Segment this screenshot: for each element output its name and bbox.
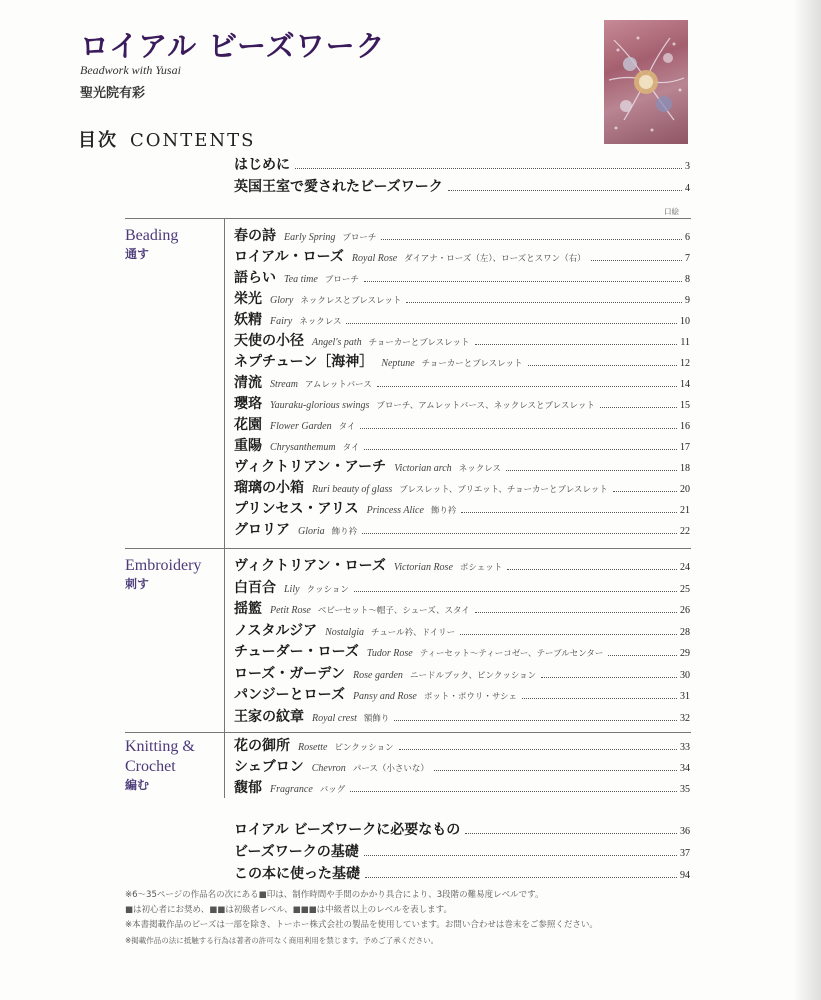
toc-entry-title: 白百合	[234, 579, 276, 596]
toc-page-number: 11	[680, 337, 690, 348]
leader-dots	[399, 749, 677, 750]
toc-entry	[234, 756, 690, 776]
toc-entry-title: プリンセス・アリス	[234, 501, 359, 517]
toc-entry-title: ヴィクトリアン・ローズ	[234, 558, 386, 574]
leader-dots	[365, 877, 677, 878]
toc-entry-appendix	[234, 841, 690, 861]
section-divider	[125, 218, 691, 219]
toc-entry-title: 春の詩	[234, 228, 276, 244]
toc-entry-title: 妖精	[234, 312, 262, 328]
toc-page-number: 10	[680, 316, 690, 327]
toc-page-number: 22	[680, 526, 690, 537]
footnote: ※本書掲載作品のビーズは一部を除き、トーホー株式会社の製品を使用しています。お問い合わせは巻末をご参照ください。	[125, 920, 598, 930]
toc-entry-description: ニードルブック、ピンクッション	[409, 670, 537, 681]
toc-entry-appendix	[234, 863, 690, 883]
toc-page-number: 12	[680, 358, 690, 369]
toc-entry-title: この本に使った基礎	[234, 866, 360, 882]
contents-heading-en: CONTENTS	[130, 130, 256, 151]
contents-heading-jp: 目次	[78, 130, 118, 151]
leader-dots	[613, 491, 677, 492]
toc-entry-english: Rose garden	[353, 669, 403, 681]
leader-dots	[608, 655, 677, 656]
toc-entry	[234, 663, 690, 683]
toc-entry	[234, 620, 690, 640]
toc-entry	[234, 555, 690, 575]
toc-entry	[234, 246, 690, 266]
toc-entry-english: Chrysanthemum	[270, 442, 336, 453]
section-vertical-rule	[224, 218, 225, 732]
leader-dots	[362, 533, 677, 534]
footnote: ※6～35ページの作品名の次にある■印は、制作時間や手間のかかり具合により、3段階の難易度レベルです。	[125, 890, 544, 900]
toc-entry-title: 瓔珞	[234, 396, 262, 412]
toc-entry	[234, 393, 690, 413]
toc-entry-description: ネックレスとブレスレット	[300, 296, 402, 306]
footnote: ■は初心者にお奨め、■■は初級者レベル、■■■は中級者以上のレベルを表します。	[125, 905, 452, 915]
toc-entry	[234, 414, 690, 434]
toc-entry	[234, 477, 690, 497]
toc-entry	[234, 456, 690, 476]
toc-entry-intro	[234, 154, 690, 174]
toc-entry-english: Princess Alice	[366, 505, 424, 516]
toc-entry-intro	[234, 176, 690, 196]
contents-heading	[78, 126, 256, 152]
toc-entry-english: Tudor Rose	[366, 648, 413, 659]
section-divider	[125, 732, 691, 733]
toc-entry-english: Fairy	[270, 316, 293, 327]
toc-entry-title: ローズ・ガーデン	[234, 665, 346, 682]
toc-entry	[234, 267, 690, 287]
toc-page-number: 3	[685, 161, 690, 172]
section-label-knitting	[125, 737, 195, 793]
toc-page-number: 37	[680, 848, 690, 859]
toc-entry-description: 飾り衿	[430, 506, 457, 516]
leader-dots	[364, 449, 677, 450]
toc-entry-english: Stream	[270, 379, 298, 390]
toc-page-number: 25	[680, 583, 690, 595]
toc-page-number: 15	[680, 400, 690, 411]
toc-entry	[234, 288, 690, 308]
leader-dots	[591, 260, 682, 261]
section-label-en-line2: Crochet	[125, 758, 176, 775]
leader-dots	[346, 323, 677, 324]
toc-entry	[234, 498, 690, 518]
toc-entry-title: 揺籃	[234, 601, 262, 617]
toc-entry-english: Ruri beauty of glass	[312, 484, 393, 495]
leader-dots	[507, 569, 677, 570]
toc-entry-english: Flower Garden	[270, 421, 332, 432]
toc-entry-title: 花園	[234, 417, 262, 433]
toc-entry-english: Royal crest	[312, 712, 357, 724]
toc-page-number: 16	[680, 421, 690, 432]
toc-entry-english: Victorian Rose	[393, 562, 453, 573]
toc-page-number: 26	[680, 605, 690, 616]
leader-dots	[600, 407, 677, 408]
toc-entry-english: Victorian arch	[394, 463, 452, 474]
toc-entry-description: ブローチ、アムレットバース、ネックレスとブレスレット	[376, 401, 595, 411]
toc-entry-english: Tea time	[284, 274, 318, 285]
leader-dots	[360, 428, 677, 429]
toc-entry-description: ブレスレット、ブリエット、チョーカーとブレスレット	[399, 485, 608, 495]
toc-entry-description: タイ	[342, 443, 360, 453]
toc-entry-english: Pansy and Rose	[352, 691, 417, 702]
toc-page-number: 9	[685, 295, 690, 306]
toc-entry-english: Rosette	[298, 742, 328, 753]
toc-entry-description: ダイアナ・ローズ（左）、ローズとスワン（右）	[404, 254, 586, 264]
toc-entry-title: 花の御所	[234, 738, 290, 754]
toc-entry-title: 英国王室で愛されたビーズワーク	[234, 179, 443, 195]
toc-entry-title: パンジーとローズ	[234, 687, 345, 703]
toc-entry-description: ブローチ	[342, 233, 377, 243]
toc-entry	[234, 351, 690, 371]
leader-dots	[475, 612, 677, 613]
section-divider	[125, 548, 691, 549]
book-author: 聖光院有彩	[80, 86, 146, 101]
toc-page-number: 34	[680, 763, 690, 774]
toc-page-number: 6	[685, 232, 690, 243]
section-label-embroidery	[125, 556, 201, 592]
toc-page-number: 30	[680, 669, 690, 681]
toc-entry-english: Early Spring	[284, 232, 336, 243]
toc-entry-title: ネプチューン［海神］	[234, 354, 374, 370]
toc-entry	[234, 641, 690, 661]
kuchie-label: 口絵	[664, 207, 679, 216]
toc-page-number: 29	[680, 648, 690, 659]
toc-entry-english: Neptune	[381, 358, 415, 369]
toc-entry-description: アムレットバース	[304, 380, 372, 390]
toc-page-number: 35	[680, 784, 690, 795]
toc-entry	[234, 309, 690, 329]
beadwork-photo	[604, 20, 688, 144]
toc-page-number: 94	[680, 870, 690, 881]
leader-dots	[461, 512, 677, 513]
leader-dots	[528, 365, 677, 366]
section-label-jp: 編む	[125, 778, 150, 792]
section-label-jp: 刺す	[125, 577, 150, 591]
leader-dots	[350, 791, 677, 792]
leader-dots	[465, 833, 677, 834]
toc-page-number: 14	[680, 379, 690, 390]
toc-entry-title: 馥郁	[234, 780, 262, 796]
toc-page-number: 17	[680, 442, 690, 453]
leader-dots	[354, 591, 677, 592]
toc-entry-description: チョーカーとブレスレット	[368, 338, 470, 348]
toc-entry	[234, 735, 690, 755]
toc-entry	[234, 777, 690, 797]
toc-page-number: 31	[680, 691, 690, 702]
toc-entry-description: バッグ	[319, 785, 346, 795]
toc-entry	[234, 372, 690, 392]
toc-page-number: 28	[680, 626, 690, 638]
section-label-en: Embroidery	[125, 557, 202, 574]
leader-dots	[522, 698, 677, 699]
toc-entry	[234, 435, 690, 455]
section-label-jp: 通す	[125, 247, 150, 261]
toc-entry	[234, 519, 690, 539]
leader-dots	[364, 281, 682, 282]
toc-entry-title: 語らい	[234, 270, 276, 286]
toc-entry	[234, 225, 690, 245]
toc-entry-description: パース（小さいな）	[352, 764, 429, 774]
toc-entry-title: 瑠璃の小箱	[234, 480, 304, 496]
footnotes	[125, 888, 725, 948]
toc-entry-description: チュール衿、ドイリー	[371, 627, 456, 638]
leader-dots	[394, 720, 677, 721]
toc-entry-english: Gloria	[298, 526, 325, 537]
toc-entry-english: Lily	[284, 583, 300, 595]
toc-entry	[234, 577, 690, 597]
toc-entry-english: Yauraku-glorious swings	[270, 400, 370, 411]
toc-entry-title: ロイアル ビーズワークに必要なもの	[234, 822, 461, 838]
toc-entry-english: Glory	[270, 295, 294, 306]
toc-page-number: 18	[680, 463, 690, 474]
leader-dots	[448, 190, 682, 191]
toc-entry-title: シェブロン	[234, 759, 304, 775]
toc-entry-description: クッション	[306, 584, 349, 595]
toc-entry	[234, 598, 690, 618]
toc-page-number: 32	[680, 712, 690, 724]
toc-entry-title: ロイアル・ローズ	[234, 249, 344, 265]
toc-entry-english: Chevron	[311, 763, 346, 774]
leader-dots	[377, 386, 677, 387]
toc-entry	[234, 706, 690, 726]
toc-page-number: 4	[685, 183, 690, 194]
toc-entry-description: ポット・ポウリ・サシェ	[423, 692, 518, 702]
toc-entry-title: チューダー・ローズ	[234, 644, 359, 660]
page-edge-shadow	[793, 0, 821, 1000]
toc-entry	[234, 684, 690, 704]
leader-dots	[295, 168, 682, 169]
toc-entry-title: 天使の小径	[234, 333, 304, 349]
toc-entry-description: ネックレス	[299, 317, 342, 327]
toc-entry-description: ネックレス	[458, 464, 501, 474]
book-title: ロイアル ビーズワーク	[80, 29, 386, 63]
leader-dots	[406, 302, 682, 303]
section-vertical-rule	[224, 732, 225, 798]
toc-entry-title: 清流	[234, 375, 262, 391]
section-label-en-line1: Knitting &	[125, 738, 195, 755]
toc-entry-description: チョーカーとブレスレット	[421, 359, 523, 369]
leader-dots	[475, 344, 678, 345]
toc-page-number: 33	[680, 742, 690, 753]
toc-entry-title: はじめに	[234, 157, 290, 173]
leader-dots	[364, 855, 677, 856]
toc-page-number: 8	[685, 274, 690, 285]
toc-entry-description: ポシェット	[459, 563, 503, 573]
toc-entry-english: Angel's path	[312, 337, 362, 348]
toc-entry-title: ビーズワークの基礎	[234, 844, 359, 860]
toc-entry-english: Nostalgia	[325, 626, 364, 638]
toc-entry-english: Royal Rose	[351, 253, 398, 264]
toc-entry-description: ピンクッション	[334, 743, 394, 753]
toc-entry-title: ノスタルジア	[234, 622, 318, 639]
toc-entry-description: 額飾り	[363, 713, 390, 724]
leader-dots	[506, 470, 677, 471]
toc-entry-title: ヴィクトリアン・アーチ	[234, 459, 387, 475]
toc-page-number: 24	[680, 562, 690, 573]
leader-dots	[434, 770, 677, 771]
toc-page-number: 36	[680, 826, 690, 837]
toc-entry	[234, 330, 690, 350]
toc-entry-description: ティーセット～ティーコゼー、テーブルセンター	[419, 649, 604, 659]
toc-entry-english: Fragrance	[270, 784, 313, 795]
toc-entry-title: 王家の紋章	[234, 708, 304, 725]
toc-entry-english: Petit Rose	[270, 605, 311, 616]
section-label-en: Beading	[125, 227, 179, 244]
book-subtitle: Beadwork with Yusai	[80, 63, 181, 77]
footnote: ※掲載作品の法に抵触する行為は著者の許可なく商用利用を禁じます。予めご了承ください。	[125, 936, 439, 945]
toc-entry-appendix	[234, 819, 690, 839]
toc-entry-title: 栄光	[234, 291, 262, 307]
toc-entry-description: ブローチ	[324, 275, 359, 285]
toc-page-number: 20	[680, 484, 690, 495]
section-label-beading	[125, 226, 178, 262]
leader-dots	[541, 677, 677, 678]
toc-entry-description: 飾り衿	[331, 527, 358, 537]
toc-page-number: 21	[680, 505, 690, 516]
leader-dots	[381, 239, 682, 240]
toc-entry-description: ベビーセット～帽子、シューズ、スタイ	[317, 606, 470, 616]
toc-entry-description: タイ	[338, 422, 356, 432]
toc-entry-title: グロリア	[234, 522, 290, 538]
toc-page-number: 7	[685, 253, 690, 264]
toc-entry-title: 重陽	[234, 438, 262, 454]
leader-dots	[460, 634, 677, 635]
